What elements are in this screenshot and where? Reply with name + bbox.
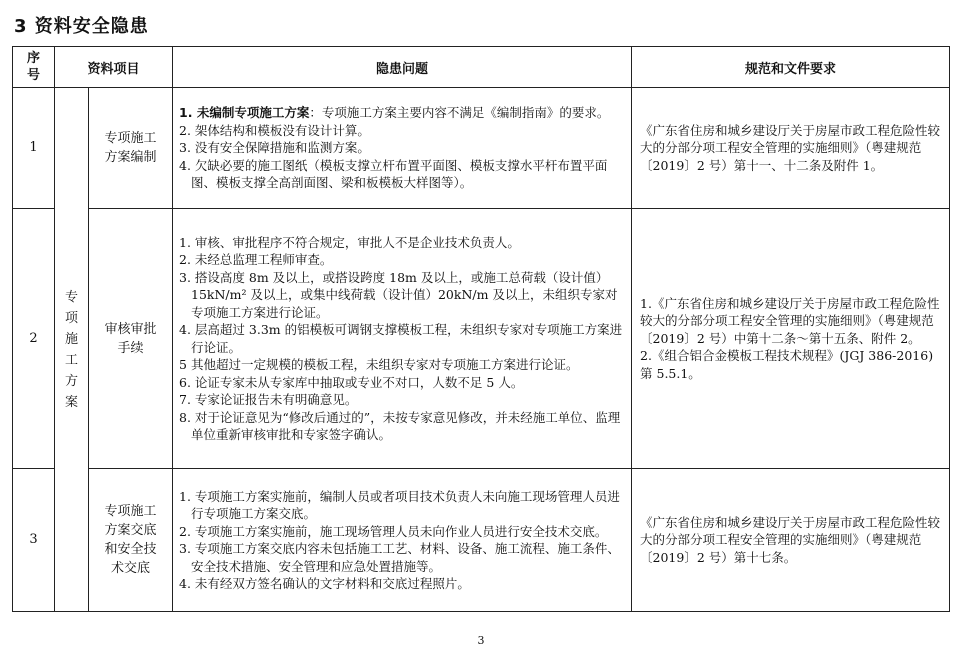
item-cell (89, 88, 173, 209)
issue-line: 5 其他超过一定规模的模板工程，未组织专家对专项施工方案进行论证。 (179, 357, 579, 372)
requirement-line: 《广东省住房和城乡建设厅关于房屋市政工程危险性较大的分部分项工程安全管理的实施细则》（粤建规范〔2019〕2 号）第十七条。 (640, 514, 941, 565)
item-line: 手续 (117, 340, 144, 356)
issue-line: 4. 未有经双方签名确认的文字材料和交底过程照片。 (179, 576, 470, 591)
table-row (13, 88, 950, 209)
page-number: 3 (477, 634, 485, 647)
header-seq-char-1: 序 (26, 51, 40, 66)
item-line: 方案编制 (104, 150, 157, 165)
requirements-cell (632, 88, 950, 209)
requirement-line: 1.《广东省住房和城乡建设厅关于房屋市政工程危险性较大的分部分项工程安全管理的实施细则》（粤建规范〔2019〕2 号）中第十二条～第十五条、附件 2。 (640, 295, 940, 346)
issue-line: 4. 欠缺必要的施工图纸（模板支撑立杆布置平面图、模板支撑水平杆布置平面图、模板支撑全高剖面图、梁和板模板大样图等）。 (179, 157, 608, 191)
requirements-cell (632, 469, 950, 612)
issue-line: 1. 审核、审批程序不符合规定，审批人不是企业技术负责人。 (179, 234, 520, 250)
item-cell (89, 469, 173, 612)
issues-cell (173, 209, 632, 469)
issue-rest: ：专项施工方案主要内容不满足《编制指南》的要求。 (309, 105, 610, 121)
category-char: 施 (64, 331, 78, 347)
issue-line: 6. 论证专家未从专家库中抽取或专业不对口，人数不足 5 人。 (179, 374, 524, 390)
header-req: 规范和文件要求 (632, 47, 950, 88)
issue-line (179, 104, 627, 122)
category-char: 专 (64, 289, 78, 305)
item-line: 和安全技 (104, 542, 157, 557)
table-row (13, 469, 950, 612)
section-heading: 3 资料安全隐患 (14, 16, 149, 37)
item-line: 术交底 (111, 561, 151, 576)
issue-line: 2. 未经总监理工程师审查。 (179, 252, 333, 267)
table-header-row (13, 47, 950, 88)
issue-line: 3. 没有安全保障措施和监测方案。 (179, 140, 370, 156)
issues-cell (173, 469, 632, 612)
hazard-table (12, 46, 950, 612)
header-item: 资料项目 (55, 47, 173, 88)
issue-line: 2. 专项施工方案实施前，施工现场管理人员未向作业人员进行安全技术交底。 (179, 523, 608, 539)
header-issue: 隐患问题 (173, 47, 632, 88)
item-line: 审核审批 (104, 321, 157, 337)
row-number: 2 (13, 209, 55, 469)
category-char: 方 (64, 373, 78, 389)
item-line: 专项施工 (104, 131, 157, 146)
issue-line: 2. 架体结构和模板没有设计计算。 (179, 122, 370, 138)
issues-cell (173, 88, 632, 209)
category-cell (55, 88, 89, 612)
table-row (13, 209, 950, 469)
requirement-line: 《广东省住房和城乡建设厅关于房屋市政工程危险性较大的分部分项工程安全管理的实施细则》（粤建规范〔2019〕2 号）第十一、十二条及附件 1。 (640, 122, 941, 173)
row-number: 1 (13, 88, 55, 209)
row-number: 3 (13, 469, 55, 612)
category-char: 项 (64, 310, 78, 326)
header-seq (13, 47, 55, 88)
issue-lead: 1. 未编制专项施工方案 (179, 105, 310, 121)
issue-line: 3. 专项施工方案交底内容未包括施工工艺、材料、设备、施工流程、施工条件、安全技术措施、安全管理和应急处置措施等。 (179, 541, 620, 574)
issue-line: 8. 对于论证意见为“修改后通过的”，未按专家意见修改，并未经施工单位、监理单位重新审核审批和专家签字确认。 (179, 409, 621, 442)
issue-line: 1. 专项施工方案实施前，编制人员或者项目技术负责人未向施工现场管理人员进行专项施工方案交底。 (179, 488, 620, 521)
category-char: 案 (64, 394, 78, 410)
requirement-line: 2.《组合铝合金模板工程技术规程》(JGJ 386-2016) 第 5.5.1。 (640, 348, 934, 381)
item-line: 专项施工 (104, 504, 157, 519)
requirements-cell (632, 209, 950, 469)
header-seq-char-2: 号 (26, 68, 40, 83)
issue-line: 4. 层高超过 3.3m 的铝模板可调钢支撑模板工程，未组织专家对专项施工方案进行论证。 (179, 322, 623, 355)
category-char: 工 (64, 352, 78, 368)
issue-line: 3. 搭设高度 8m 及以上，或搭设跨度 18m 及以上，或施工总荷载（设计值）15kN/m² 及以上，或集中线荷载（设计值）20kN/m 及以上，未组织专家对专项施工方案进行论证。 (179, 269, 618, 320)
issue-line: 7. 专家论证报告未有明确意见。 (179, 392, 358, 407)
item-line: 方案交底 (104, 523, 157, 538)
item-cell (89, 209, 173, 469)
